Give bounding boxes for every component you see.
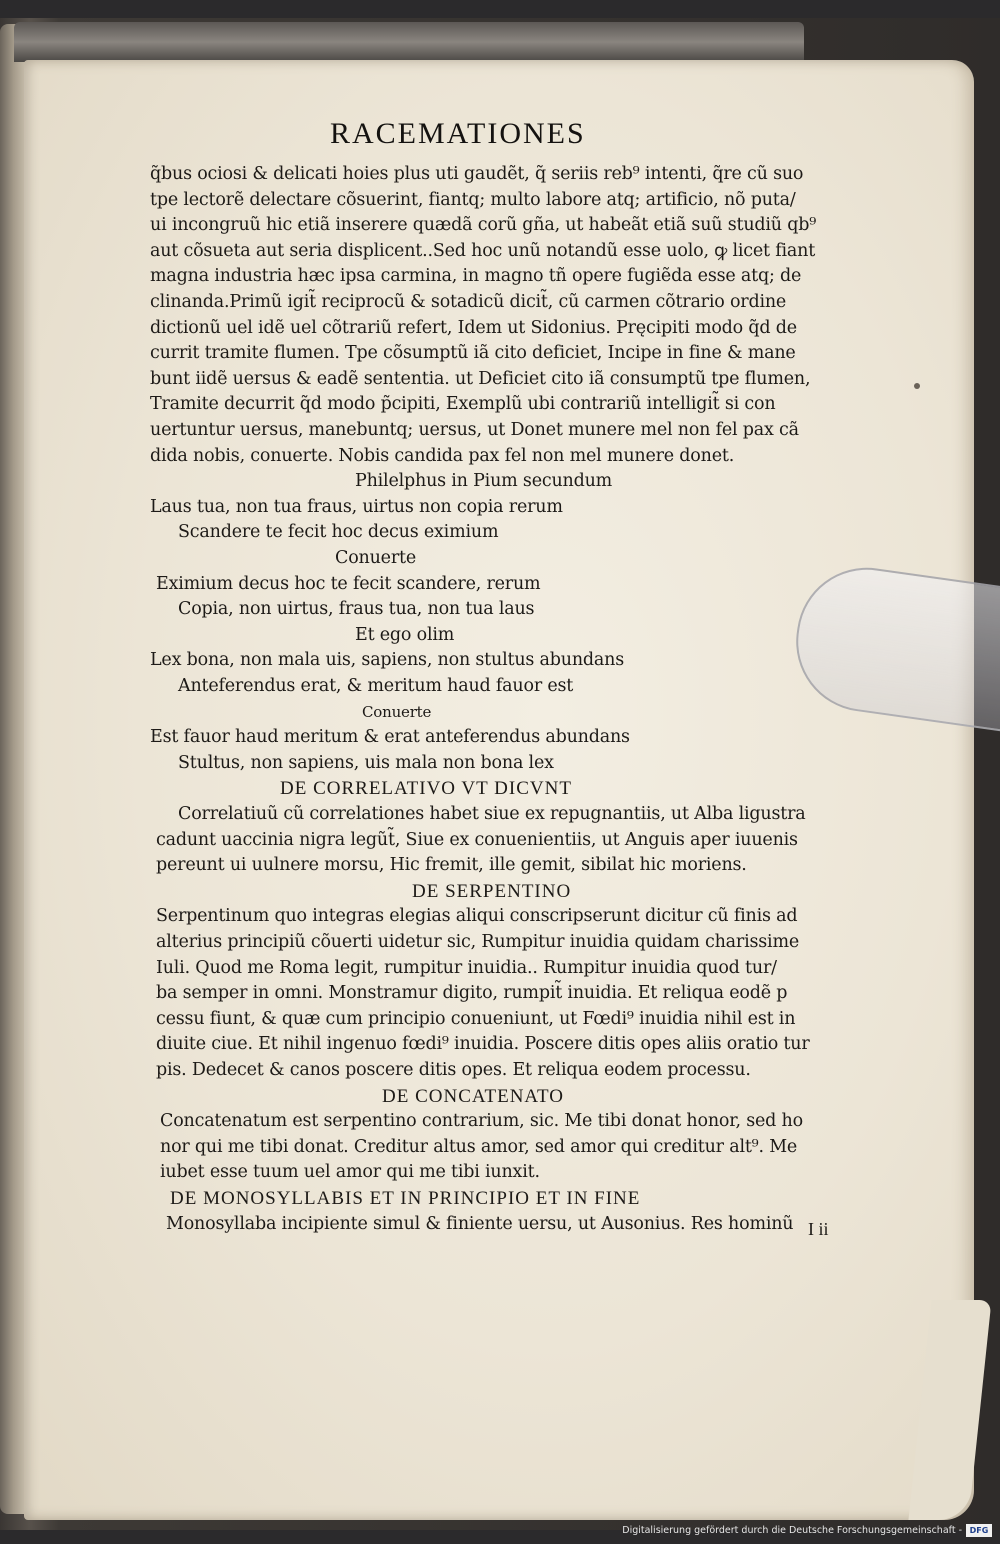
- text-line: Serpentinum quo integras elegias aliqui conscripserunt dicitur cũ finis ad: [156, 906, 798, 927]
- text-line: dida nobis, conuerte. Nobis candida pax fel non mel munere donet.: [150, 445, 735, 466]
- book-cover-edge: [14, 22, 804, 62]
- section-heading: DE CONCATENATO: [382, 1085, 565, 1107]
- text-line: cessu fiunt, & quæ cum principio conueniunt, ut Fœdi⁹ inuidia nihil est in: [156, 1008, 796, 1029]
- text-line: Lex bona, non mala uis, sapiens, non stultus abundans: [150, 650, 624, 671]
- text-line: Anteferendus erat, & meritum haud fauor est: [178, 676, 574, 696]
- dfg-logo: DFG: [966, 1524, 992, 1537]
- page-hole: [914, 383, 920, 389]
- section-heading: DE SERPENTINO: [412, 880, 572, 902]
- text-line: Laus tua, non tua fraus, uirtus non copia rerum: [150, 496, 563, 517]
- text-line: Copia, non uirtus, fraus tua, non tua laus: [178, 599, 535, 620]
- text-line: Conuerte: [362, 702, 432, 721]
- text-line: Concatenatum est serpentino contrarium, sic. Me tibi donat honor, sed ho: [160, 1111, 803, 1132]
- footer-credit: Digitalisierung gefördert durch die Deutsche Forschungsgemeinschaft -: [622, 1524, 962, 1536]
- footer: [622, 1522, 992, 1538]
- text-line: clinanda.Primũ igit̃ reciprocũ & sotadicũ dicit̃, cũ carmen cõtrario ordine: [150, 292, 787, 312]
- text-line: uertuntur uersus, manebuntq; uersus, ut Donet munere mel non fel pax cã: [150, 420, 799, 440]
- signature-mark: I ii: [808, 1219, 829, 1239]
- text-line: dictionũ uel idẽ uel cõtrariũ refert, Idem ut Sidonius. Pręcipiti modo q̃d de: [150, 317, 797, 338]
- text-line: Stultus, non sapiens, uis mala non bona lex: [178, 752, 554, 773]
- text-line: ui incongruũ hic etiã inserere quædã corũ gña, ut habeãt etiã suũ studiũ qb⁹: [150, 215, 817, 236]
- text-line: magna industria hæc ipsa carmina, in magno tñ opere fugiẽda esse atq; de: [150, 266, 802, 287]
- text-line: Scandere te fecit hoc decus eximium: [178, 522, 499, 543]
- text-line: Monosyllaba incipiente simul & finiente uersu, ut Ausonius. Res hominũ: [166, 1213, 794, 1234]
- text-line: Eximium decus hoc te fecit scandere, rerum: [156, 573, 541, 594]
- text-line: ba semper in omni. Monstramur digito, rumpit̃ inuidia. Et reliqua eodẽ p: [156, 983, 788, 1004]
- text-line: Iuli. Quod me Roma legit, rumpitur inuidia.. Rumpitur inuidia quod tur/: [156, 957, 777, 978]
- text-line: Philelphus in Pium secundum: [355, 471, 613, 492]
- text-line: tpe lectorẽ delectare cõsuerint, fiantq; multo labore atq; artificio, nõ puta/: [150, 189, 796, 210]
- text-line: pis. Dedecet & canos poscere ditis opes. Et reliqua eodem processu.: [156, 1060, 751, 1080]
- text-line: Conuerte: [335, 548, 416, 568]
- text-line: Est fauor haud meritum & erat anteferendus abundans: [150, 727, 630, 748]
- section-heading: DE MONOSYLLABIS ET IN PRINCIPIO ET IN FINE: [170, 1188, 641, 1209]
- text-line: cadunt uaccinia nigra legũt̃, Siue ex conuenientiis, ut Anguis aper iuuenis: [156, 829, 798, 850]
- text-line: bunt iidẽ uersus & eadẽ sententia. ut Deficiet cito iã consumptũ tpe flumen,: [150, 368, 811, 389]
- text-line: Tramite decurrit q̃d modo p̃cipiti, Exemplũ ubi contrariũ intelligit̃ si con: [150, 394, 776, 415]
- text-line: currit tramite flumen. Tpe cõsumptũ iã cito deficiet, Incipe in fine & mane: [150, 343, 796, 364]
- text-line: aut cõsueta aut seria displicent..Sed hoc unũ notandũ esse uolo, ꝙ licet fiant: [150, 240, 816, 261]
- section-heading: DE CORRELATIVO VT DICVNT: [280, 778, 572, 800]
- text-line: pereunt ui uulnere morsu, Hic fremit, ille gemit, sibilat hic moriens.: [156, 855, 747, 876]
- text-line: diuite ciue. Et nihil ingenuo fœdi⁹ inuidia. Poscere ditis opes aliis oratio tur: [156, 1034, 810, 1055]
- text-line: Et ego olim: [355, 624, 455, 645]
- text-line: Correlatiuũ cũ correlationes habet siue ex repugnantiis, ut Alba ligustra: [178, 804, 806, 824]
- text-line: q̃bus ociosi & delicati hoies plus uti gaudẽt, q̃ seriis reb⁹ intenti, q̃re cũ suo: [150, 164, 804, 184]
- text-line: alterius principiũ cõuerti uidetur sic, Rumpitur inuidia quidam charissime: [156, 932, 799, 952]
- running-title: RACEMATIONES: [330, 117, 586, 150]
- text-line: nor qui me tibi donat. Creditur altus amor, sed amor qui creditur alt⁹. Me: [160, 1136, 798, 1157]
- text-line: iubet esse tuum uel amor qui me tibi iunxit.: [160, 1162, 540, 1183]
